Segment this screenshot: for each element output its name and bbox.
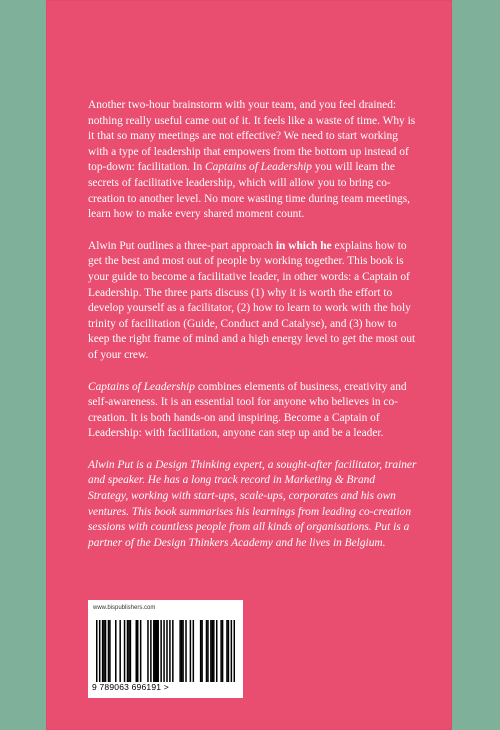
barcode-bar <box>115 620 117 682</box>
barcode-bar <box>201 620 203 682</box>
barcode-bar <box>220 620 222 682</box>
barcode-bar <box>137 620 139 682</box>
barcode-bar <box>105 620 107 682</box>
isbn-number: 9 789063 696191 > <box>92 682 169 692</box>
barcode-bar <box>103 620 105 682</box>
barcode-bar <box>200 620 202 682</box>
barcode-bar <box>109 620 111 682</box>
barcode-bar <box>119 620 121 682</box>
barcode-label <box>88 600 243 698</box>
barcode-bar <box>190 620 192 682</box>
barcode-bar <box>155 620 157 682</box>
barcode-bar <box>231 620 233 682</box>
barcode-bar <box>150 620 152 682</box>
barcode-bar <box>210 620 212 682</box>
barcode-bar <box>136 620 138 682</box>
barcode-bar <box>207 620 209 682</box>
publisher-url: www.bispublishers.com <box>93 605 156 611</box>
barcode-bar <box>226 620 228 682</box>
barcode-bar <box>157 620 159 682</box>
barcode-bar <box>127 620 129 682</box>
book-title-italic: Captains of Leadership <box>88 380 195 393</box>
barcode-bar <box>216 620 218 682</box>
barcode-bar <box>234 620 235 682</box>
barcode-bar <box>163 620 165 682</box>
blurb-paragraph-3: Captains of Leadership combines elements of business, creativity and self-awareness. It is an essential tool for anyone who believes in co-creation. It is both hands-on and inspiring. Become a Captain of Leadership: with facilitation, anyone can step up and be a leader. <box>88 380 407 440</box>
barcode-bar <box>102 620 104 682</box>
barcode-bar <box>108 620 110 682</box>
barcode-bar <box>228 620 230 682</box>
barcode-bar <box>130 620 132 682</box>
barcode-bar <box>172 620 174 682</box>
barcode-bar <box>181 620 183 682</box>
barcode-bar <box>206 620 208 682</box>
barcode-bar <box>182 620 184 682</box>
blurb-paragraph-1: Another two-hour brainstorm with your team, and you feel drained: nothing really useful came out of it. It feels like a waste of time. Why is it that so many meetings are not effective? We need to start working with a type of leadership that empowers from the bottom up instead of top-down: facilitation. In Captains of Leadership you will learn the secrets of facilitative leadership, which will allow you to bring co-creation to another level. No more wasting time during team meetings, learn how to make every shared moment count. <box>88 99 416 221</box>
barcode-bar <box>147 620 149 682</box>
barcode-bar <box>124 620 126 682</box>
barcode-bar <box>179 620 181 682</box>
barcode-icon <box>96 620 235 682</box>
blurb-paragraph-2: Alwin Put outlines a three-part approach in which he explains how to get the best and most out of people by working together. This book is your guide to become a facilitative leader, in other words: a Captain of Leadership. The three parts discuss (1) why it is worth the effort to develop yourself as a facilitator, (2) how to learn to work with the holy trinity of facilitation (Guide, Conduct and Catalyse), and (3) how to keep the right frame of mind and a high energy level to get the most out of your crew. <box>88 239 416 361</box>
barcode-bar <box>212 620 214 682</box>
barcode-bar <box>156 620 158 682</box>
book-back-cover <box>46 0 452 730</box>
book-title-italic: Captains of Leadership <box>205 161 313 174</box>
barcode-bar <box>193 620 195 682</box>
barcode-bar <box>185 620 187 682</box>
barcode-bar <box>96 620 98 682</box>
barcode-bar <box>169 620 171 682</box>
barcode-bar <box>222 620 224 682</box>
blurb-text <box>88 98 418 567</box>
author-bio: Alwin Put is a Design Thinking expert, a sought-after facilitator, trainer and speaker. He has a long track record in Marketing & Brand Strategy, working with start-ups, scale-ups, corporates and his own ventures. This book summarises his learnings from leading co-creation sessions with countless people from all kinds of organisations. Put is a partner of the Design Thinkers Academy and he lives in Belgium. <box>88 458 417 549</box>
barcode-bar <box>153 620 155 682</box>
barcode-bar <box>160 620 162 682</box>
barcode-bar <box>128 620 130 682</box>
barcode-bar <box>166 620 168 682</box>
bold-phrase: in which he <box>275 239 332 252</box>
barcode-bar <box>99 620 101 682</box>
barcode-bar <box>140 620 142 682</box>
barcode-bar <box>213 620 215 682</box>
